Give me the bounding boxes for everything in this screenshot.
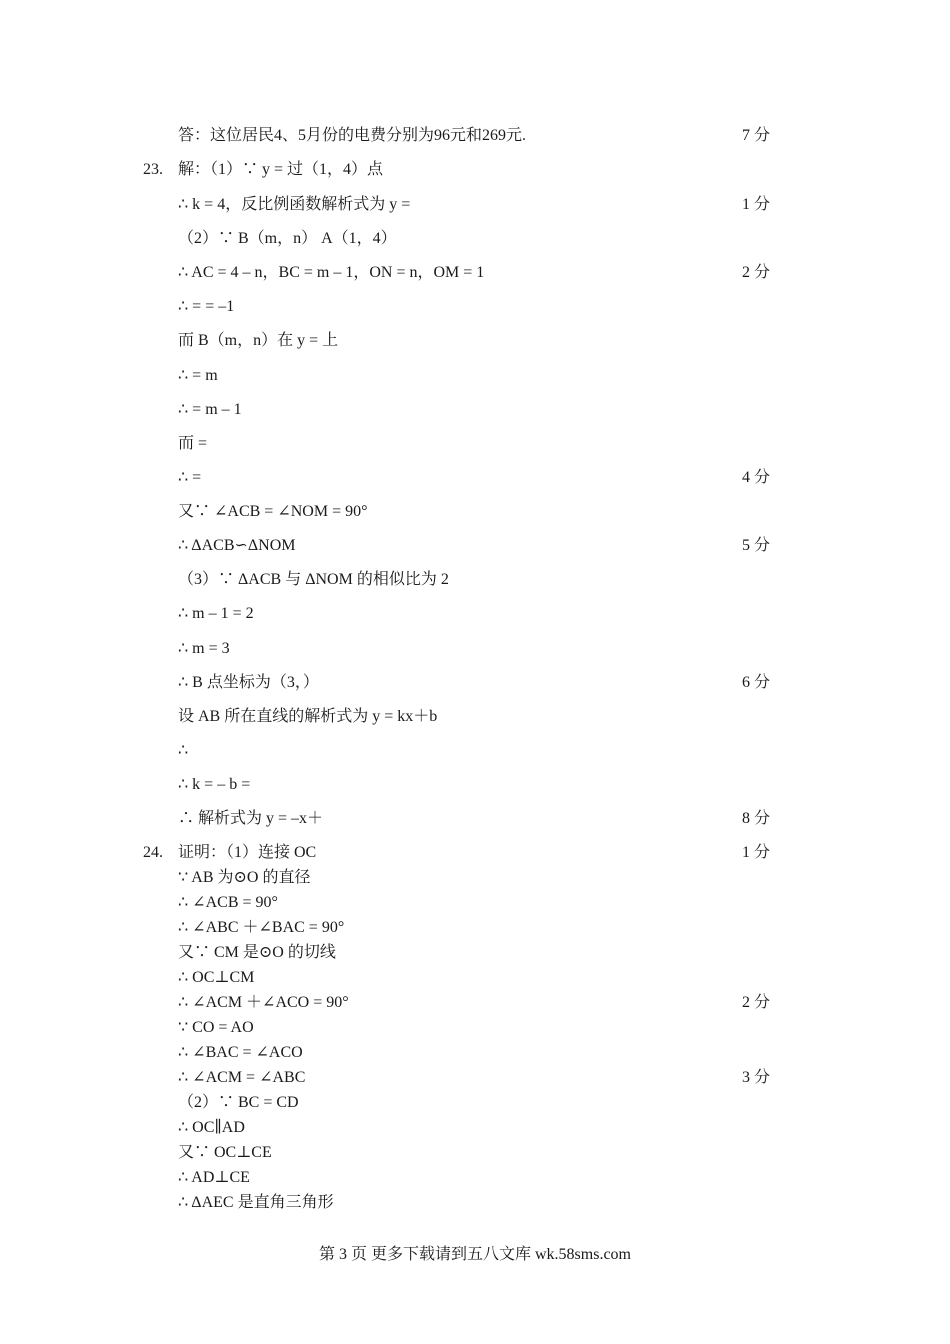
score-label: 5 分 xyxy=(742,537,771,554)
answer-line xyxy=(0,740,950,762)
score-label: 7 分 xyxy=(742,127,771,144)
answer-text: ∴ AC = 4 – n，BC = m – 1，ON = n，OM = 1 xyxy=(178,264,485,281)
answer-text: ∵ AB 为⊙O 的直径 xyxy=(178,869,311,886)
answer-text: 答：这位居民4、5月份的电费分别为96元和269元. xyxy=(178,127,527,144)
answer-text: ∵ CO = AO xyxy=(178,1019,254,1036)
answer-text: ∴ 解析式为 y = –x＋ xyxy=(178,810,324,827)
answer-line xyxy=(0,1042,950,1064)
question-number: 23. xyxy=(143,161,163,178)
answer-line xyxy=(0,706,950,728)
answer-text: ∴ B 点坐标为（3，） xyxy=(178,674,319,691)
answer-text: ∴ ∠BAC = ∠ACO xyxy=(178,1044,303,1061)
answer-text: 而 B（m，n）在 y = 上 xyxy=(178,332,339,349)
answer-text: ∴ k = 4，反比例函数解析式为 y = xyxy=(178,196,411,213)
answer-text: 又∵ OC⊥CE xyxy=(178,1144,272,1161)
answer-line xyxy=(0,1092,950,1114)
answer-line xyxy=(0,1117,950,1139)
answer-line xyxy=(0,774,950,796)
answer-line xyxy=(0,467,950,489)
answer-line xyxy=(0,992,950,1014)
answer-text: ∴ ∠ACM = ∠ABC xyxy=(178,1069,306,1086)
score-label: 6 分 xyxy=(742,674,771,691)
answer-line xyxy=(0,296,950,318)
answer-line xyxy=(0,638,950,660)
answer-line xyxy=(0,569,950,591)
answer-text: 又∵ CM 是⊙O 的切线 xyxy=(178,944,336,961)
answer-line xyxy=(0,942,950,964)
answer-text: ∴ OC⊥CM xyxy=(178,969,255,986)
answer-line xyxy=(0,433,950,455)
page-footer: 第 3 页 更多下载请到五八文库 wk.58sms.com xyxy=(318,1246,631,1263)
answer-line xyxy=(0,1142,950,1164)
answer-text: 证明：（1）连接 OC xyxy=(178,844,317,861)
answer-text: ∴ ΔACB∽ΔNOM xyxy=(178,537,296,554)
score-label: 4 分 xyxy=(742,469,771,486)
answer-line xyxy=(0,501,950,523)
answer-text: ∴ ∠ABC ＋∠BAC = 90° xyxy=(178,919,345,936)
answer-text: ∴ m – 1 = 2 xyxy=(178,605,254,622)
answer-line xyxy=(0,917,950,939)
answer-line xyxy=(0,1167,950,1189)
score-label: 2 分 xyxy=(742,994,771,1011)
answer-text: ∴ = = –1 xyxy=(178,298,235,315)
score-label: 8 分 xyxy=(742,810,771,827)
answer-text: ∴ ∠ACM ＋∠ACO = 90° xyxy=(178,994,349,1011)
answer-line xyxy=(0,867,950,889)
answer-line xyxy=(0,892,950,914)
answer-text: ∴ = m – 1 xyxy=(178,401,242,418)
answer-text: 解：（1）∵ y = 过（1，4）点 xyxy=(178,161,384,178)
answer-line xyxy=(0,535,950,557)
answer-text: ∴ AD⊥CE xyxy=(178,1169,250,1186)
answer-line xyxy=(0,1067,950,1089)
answer-text: 又∵ ∠ACB = ∠NOM = 90° xyxy=(178,503,368,520)
answer-text: ∴ xyxy=(178,742,189,759)
answer-line xyxy=(0,399,950,421)
answer-text: ∴ k = – b = xyxy=(178,776,251,793)
answer-text: 设 AB 所在直线的解析式为 y = kx＋b xyxy=(178,708,438,725)
answer-line xyxy=(0,1192,950,1214)
answer-line xyxy=(0,603,950,625)
score-label: 2 分 xyxy=(742,264,771,281)
answer-text: （2）∵ BC = CD xyxy=(178,1094,299,1111)
answer-text: ∴ ΔAEC 是直角三角形 xyxy=(178,1194,334,1211)
question-number: 24. xyxy=(143,844,163,861)
answer-text: （3）∵ ΔACB 与 ΔNOM 的相似比为 2 xyxy=(178,571,449,588)
answer-line xyxy=(0,159,950,181)
score-label: 3 分 xyxy=(742,1069,771,1086)
score-label: 1 分 xyxy=(742,196,771,213)
answer-line xyxy=(0,125,950,147)
answer-line xyxy=(0,1017,950,1039)
answer-text: ∴ m = 3 xyxy=(178,640,230,657)
answer-line xyxy=(0,330,950,352)
answer-text: 而 = xyxy=(178,435,208,452)
answer-text: （2）∵ B（m，n） A（1，4） xyxy=(178,230,397,247)
answer-text: ∴ OC∥AD xyxy=(178,1119,245,1136)
answer-line xyxy=(0,262,950,284)
answer-line xyxy=(0,842,950,864)
answer-text: ∴ = xyxy=(178,469,202,486)
answer-line xyxy=(0,672,950,694)
answer-text: ∴ ∠ACB = 90° xyxy=(178,894,278,911)
answer-line xyxy=(0,194,950,216)
answer-line xyxy=(0,228,950,250)
answer-text: ∴ = m xyxy=(178,367,218,384)
answer-line xyxy=(0,967,950,989)
answer-line xyxy=(0,365,950,387)
score-label: 1 分 xyxy=(742,844,771,861)
answer-line xyxy=(0,808,950,830)
